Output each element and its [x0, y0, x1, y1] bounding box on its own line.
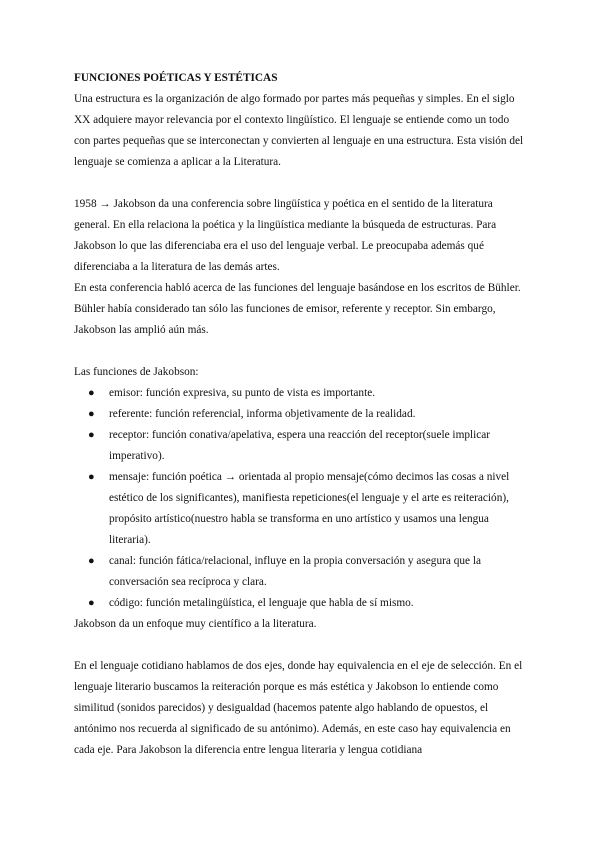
list-item [74, 425, 526, 467]
list-item-text: código: función metalingüística, el lenguaje que habla de sí mismo. [109, 597, 414, 609]
list-item [74, 383, 526, 404]
functions-intro: Las funciones de Jakobson: [74, 366, 199, 378]
list-item-text: emisor: función expresiva, su punto de vista es importante. [109, 387, 376, 399]
list-item-text: receptor: función conativa/apelativa, espera una reacción del receptor(suele implicar imperativo). [109, 429, 491, 462]
spacer [74, 341, 526, 362]
spacer [74, 635, 526, 656]
bullet-icon: ● [88, 597, 95, 609]
functions-list [74, 383, 526, 614]
functions-outro: Jakobson da un enfoque muy científico a la literatura. [74, 618, 317, 630]
bullet-icon: ● [88, 408, 95, 420]
document-body [74, 68, 526, 761]
paragraph-jakobson-1958: 1958 → Jakobson da una conferencia sobre lingüística y poética en el sentido de la literatura general. En ella relaciona la poética y la lingüística mediante la búsqueda de estructuras. Para Jakobson lo que las diferenciaba era el uso del lenguaje verbal. Le preocupaba además qué diferenciaba a la literatura de las demás artes. [74, 198, 497, 273]
bullet-icon: ● [88, 429, 95, 441]
list-item-text: canal: función fática/relacional, influye en la propia conversación y asegura que la conversación sea recíproca y clara. [109, 555, 481, 588]
paragraph-conference: En esta conferencia habló acerca de las funciones del lenguaje basándose en los escritos de Bühler. Bühler había considerado tan sólo las funciones de emisor, referente y receptor. Sin embargo, Jakobson las amplió aún más. [74, 282, 521, 336]
list-item [74, 404, 526, 425]
bullet-icon: ● [88, 555, 95, 567]
document-title: FUNCIONES POÉTICAS Y ESTÉTICAS [74, 72, 278, 84]
bullet-icon: ● [88, 387, 95, 399]
paragraph-structure: Una estructura es la organización de algo formado por partes más pequeñas y simples. En el siglo XX adquiere mayor relevancia por el contexto lingüístico. El lenguaje se entiende como un todo con partes pequeñas que se interconectan y convierten al lenguaje en una estructura. Esta visión del lenguaje se comienza a aplicar a la Literatura. [74, 93, 524, 168]
list-item [74, 467, 526, 551]
spacer [74, 173, 526, 194]
list-item [74, 593, 526, 614]
list-item [74, 551, 526, 593]
paragraph-axes: En el lenguaje cotidiano hablamos de dos ejes, donde hay equivalencia en el eje de selección. En el lenguaje literario buscamos la reiteración porque es más estética y Jakobson lo entiende como similitud (sonidos parecidos) y desigualdad (hacemos patente algo hablando de opuestos, el antónimo nos recuerda al significado de su antónimo). Además, en este caso hay equivalencia en cada eje. Para Jakobson la diferencia entre lengua literaria y lengua cotidiana [74, 660, 523, 756]
list-item-text: referente: función referencial, informa objetivamente de la realidad. [109, 408, 416, 420]
bullet-icon: ● [88, 471, 95, 483]
list-item-text: mensaje: función poética → orientada al propio mensaje(cómo decimos las cosas a nivel estético de los significantes), manifiesta repeticiones(el lenguaje y el arte es reiteración), propósito artístico(nuestro habla se transforma en uno artístico y usamos una lengua literaria). [109, 471, 510, 546]
